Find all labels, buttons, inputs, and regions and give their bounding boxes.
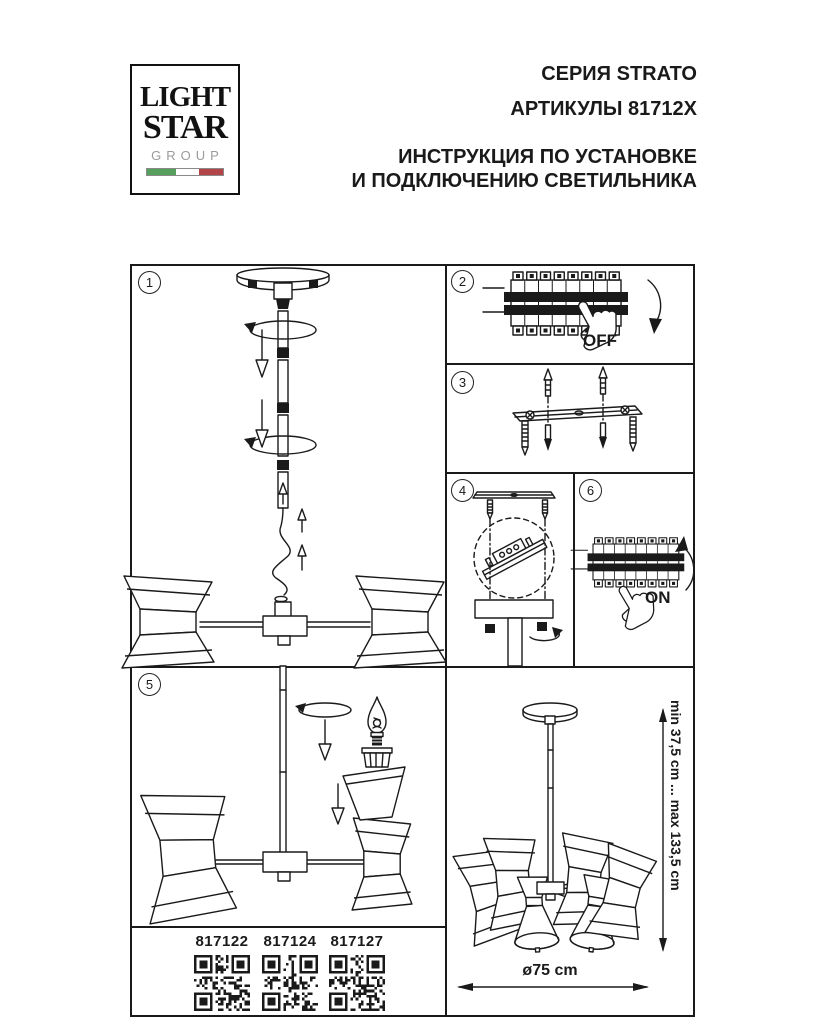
qr-code	[262, 955, 318, 1011]
nut-icon	[537, 622, 547, 631]
step-2-number: 2	[458, 274, 467, 289]
power-on-label: ON	[645, 588, 671, 607]
threaded-rod-sections-icon	[277, 311, 289, 508]
circuit-breaker-icon	[571, 538, 684, 587]
curved-down-arrow-icon	[648, 280, 662, 334]
candle-bulb-icon	[368, 697, 386, 746]
qr-code	[329, 955, 385, 1011]
rod-icon	[280, 666, 286, 854]
article-code: 817122	[195, 933, 249, 950]
wire-icon	[273, 508, 291, 612]
height-dimension-arrow	[659, 708, 667, 952]
article-code: 817127	[330, 933, 384, 950]
step2-breaker-off-drawing	[445, 264, 695, 363]
grid-divider-h-qr	[130, 926, 445, 928]
italian-flag-icon	[146, 168, 224, 176]
step-3-number: 3	[458, 375, 467, 390]
logo-word-star: STAR	[142, 108, 228, 146]
threaded-screw-icon	[630, 417, 636, 451]
socket-cup-icon	[362, 748, 392, 767]
step-5-number: 5	[145, 677, 154, 692]
screw-up-icon	[599, 367, 607, 394]
step-1-number: 1	[145, 275, 154, 290]
down-arrow-icon	[256, 400, 268, 447]
instruction-line-1: ИНСТРУКЦИЯ ПО УСТАНОВКЕ	[398, 146, 697, 168]
diameter-dimension-arrow	[457, 983, 649, 991]
shade-icon	[139, 788, 237, 924]
header-instruction-block	[351, 145, 697, 193]
down-arrow-icon	[256, 330, 268, 377]
hanging-screw-icon	[543, 500, 548, 519]
screw-up-icon	[544, 369, 552, 396]
step3-mounting-bar-drawing	[445, 363, 695, 472]
ceiling-canopy-icon	[523, 703, 577, 724]
up-arrow-icon	[298, 509, 306, 532]
step-6-number: 6	[586, 483, 595, 498]
instruction-line-2: И ПОДКЛЮЧЕНИЮ СВЕТИЛЬНИКА	[351, 170, 697, 192]
article-code: 817124	[263, 933, 317, 950]
step6-breaker-on-drawing	[573, 472, 695, 666]
height-range-label: min 37,5 cm ... max 133,5 cm	[668, 700, 684, 891]
diameter-label: ø75 cm	[522, 962, 578, 979]
mounting-bar-icon	[513, 406, 642, 421]
down-arrow-icon	[332, 784, 344, 824]
rod-icon	[548, 724, 553, 884]
logo-word-group: GROUP	[151, 147, 224, 163]
articles-title: АРТИКУЛЫ 81712X	[510, 98, 697, 120]
threaded-screw-icon	[522, 421, 528, 455]
header-title-block	[510, 62, 697, 121]
rotate-arrow-icon	[295, 703, 351, 717]
step-4-number: 4	[458, 483, 467, 498]
logo-word-light: LIGHT	[139, 81, 231, 113]
step1-rod-assembly-drawing	[130, 264, 445, 666]
up-arrow-icon	[298, 545, 306, 570]
power-off-label: OFF	[583, 331, 617, 350]
step4-canopy-mount-drawing	[445, 472, 573, 666]
nut-icon	[485, 624, 495, 633]
ceiling-canopy-icon	[237, 268, 329, 309]
fixture-body-icon	[200, 852, 375, 881]
qr-code	[194, 955, 250, 1011]
screw-down-icon	[599, 423, 607, 449]
down-arrow-icon	[319, 720, 331, 760]
hanging-screw-icon	[488, 500, 493, 519]
terminal-block-icon	[477, 530, 546, 580]
step5-shade-assembly-drawing	[130, 666, 445, 926]
ceiling-bracket-icon	[473, 492, 555, 498]
upper-cone-icon	[343, 767, 405, 820]
screw-down-icon	[544, 425, 552, 451]
series-title: СЕРИЯ STRATO	[541, 63, 697, 85]
fixture-body-icon	[200, 602, 370, 645]
lightstar-logo	[130, 64, 240, 195]
